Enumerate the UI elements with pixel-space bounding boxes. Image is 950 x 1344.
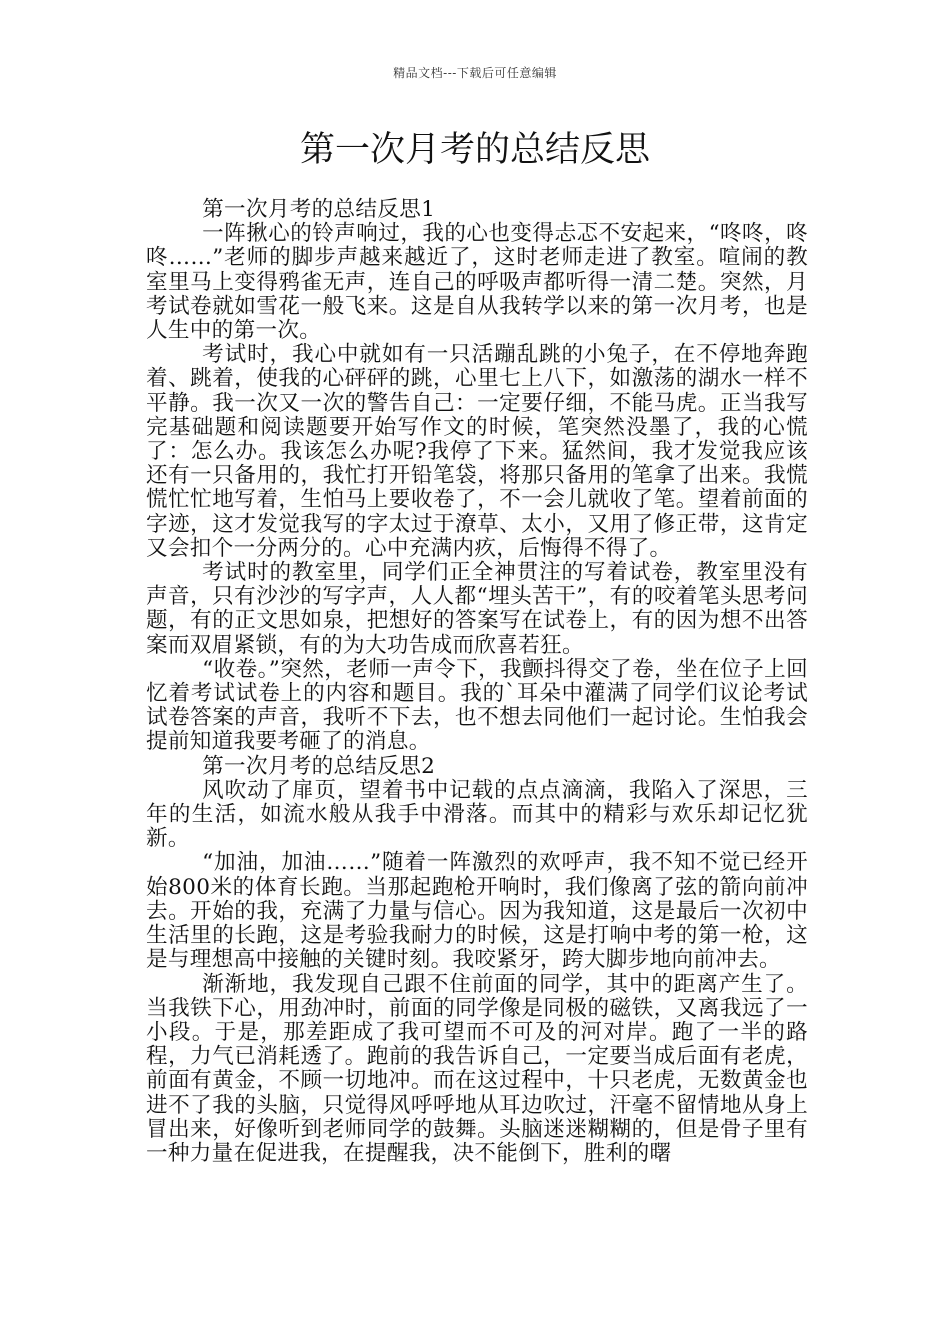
paragraph: 一阵揪心的铃声响过，我的心也变得忐忑不安起来，“咚咚，咚咚……”老师的脚步声越来越近了，这时老师走进了教室。喧闹的教室里马上变得鸦雀无声，连自己的呼吸声都听得一清二楚。突然，月考试卷就如雪花一般飞来。这是自从我转学以来的第一次月考，也是人生中的第一次。 — [146, 221, 808, 344]
paragraph: 风吹动了扉页，望着书中记载的点点滴滴，我陷入了深思，三年的生活，如流水般从我手中滑落。而其中的精彩与欢乐却记忆犹新。 — [146, 777, 808, 852]
paragraph: “加油，加油……”随着一阵激烈的欢呼声，我不知不觉已经开始800米的体育长跑。当那起跑枪开响时，我们像离了弦的箭向前冲去。开始的我，充满了力量与信心。因为我知道，这是最后一次初中生活里的长跑，这是考验我耐力的时候，这是打响中考的第一枪，这是与理想高中接触的关键时刻。我咬紧牙，跨大脚步地向前冲去。 — [146, 850, 808, 973]
document-body — [146, 198, 808, 1166]
document-title: 第一次月考的总结反思 — [299, 130, 650, 170]
paragraph: 考试时的教室里，同学们正全神贯注的写着试卷，教室里没有声音，只有沙沙的写字声，人人都“埋头苦干”，有的咬着笔头思考问题，有的正文思如泉，把想好的答案写在试卷上，有的因为想不出答案而双眉紧锁，有的为大功告成而欣喜若狂。 — [146, 560, 808, 658]
section-heading-1: 第一次月考的总结反思1 — [202, 197, 436, 222]
paragraph: 考试时，我心中就如有一只活蹦乱跳的小兔子，在不停地奔跑着、跳着，使我的心砰砰的跳，心里七上八下，如激荡的湖水一样不平静。我一次又一次的警告自己：一定要仔细，不能马虎。正当我写完基础题和阅读题要开始写作文的时候，笔突然没墨了，我的心慌了：怎么办。我该怎么办呢?我停了下来。猛然间，我才发觉我应该还有一只备用的，我忙打开铅笔袋，将那只备用的笔拿了出来。我慌慌忙忙地写着，生怕马上要收卷了，不一会儿就收了笔。望着前面的字迹，这才发觉我写的字太过于潦草、太小，又用了修正带，这肯定又会扣个一分两分的。心中充满内疚，后悔得不得了。 — [146, 342, 808, 561]
section-heading-2: 第一次月考的总结反思2 — [202, 753, 436, 779]
paragraph: “收卷。”突然，老师一声令下，我颤抖得交了卷，坐在位子上回忆着考试试卷上的内容和题目。我的`耳朵中灌满了同学们议论考试试卷答案的声音，我听不下去，也不想去同他们一起讨论。生怕我会提前知道我要考砸了的消息。 — [146, 656, 808, 755]
page-header: 精品文档---下载后可任意编辑 — [393, 66, 557, 80]
paragraph: 渐渐地，我发现自己跟不住前面的同学，其中的距离产生了。当我铁下心，用劲冲时，前面的同学像是同极的磁铁，又离我远了一小段。于是，那差距成了我可望而不可及的河对岸。跑了一半的路程，力气已消耗透了。跑前的我告诉自己，一定要当成后面有老虎，前面有黄金，不顾一切地冲。而在这过程中，十只老虎，无数黄金也进不了我的头脑，只觉得风呼呼地从耳边吹过，汗毫不留情地从身上冒出来，好像听到老师同学的鼓舞。头脑迷迷糊糊的，但是骨子里有一种力量在促进我，在提醒我，决不能倒下，胜利的曙 — [146, 971, 808, 1166]
